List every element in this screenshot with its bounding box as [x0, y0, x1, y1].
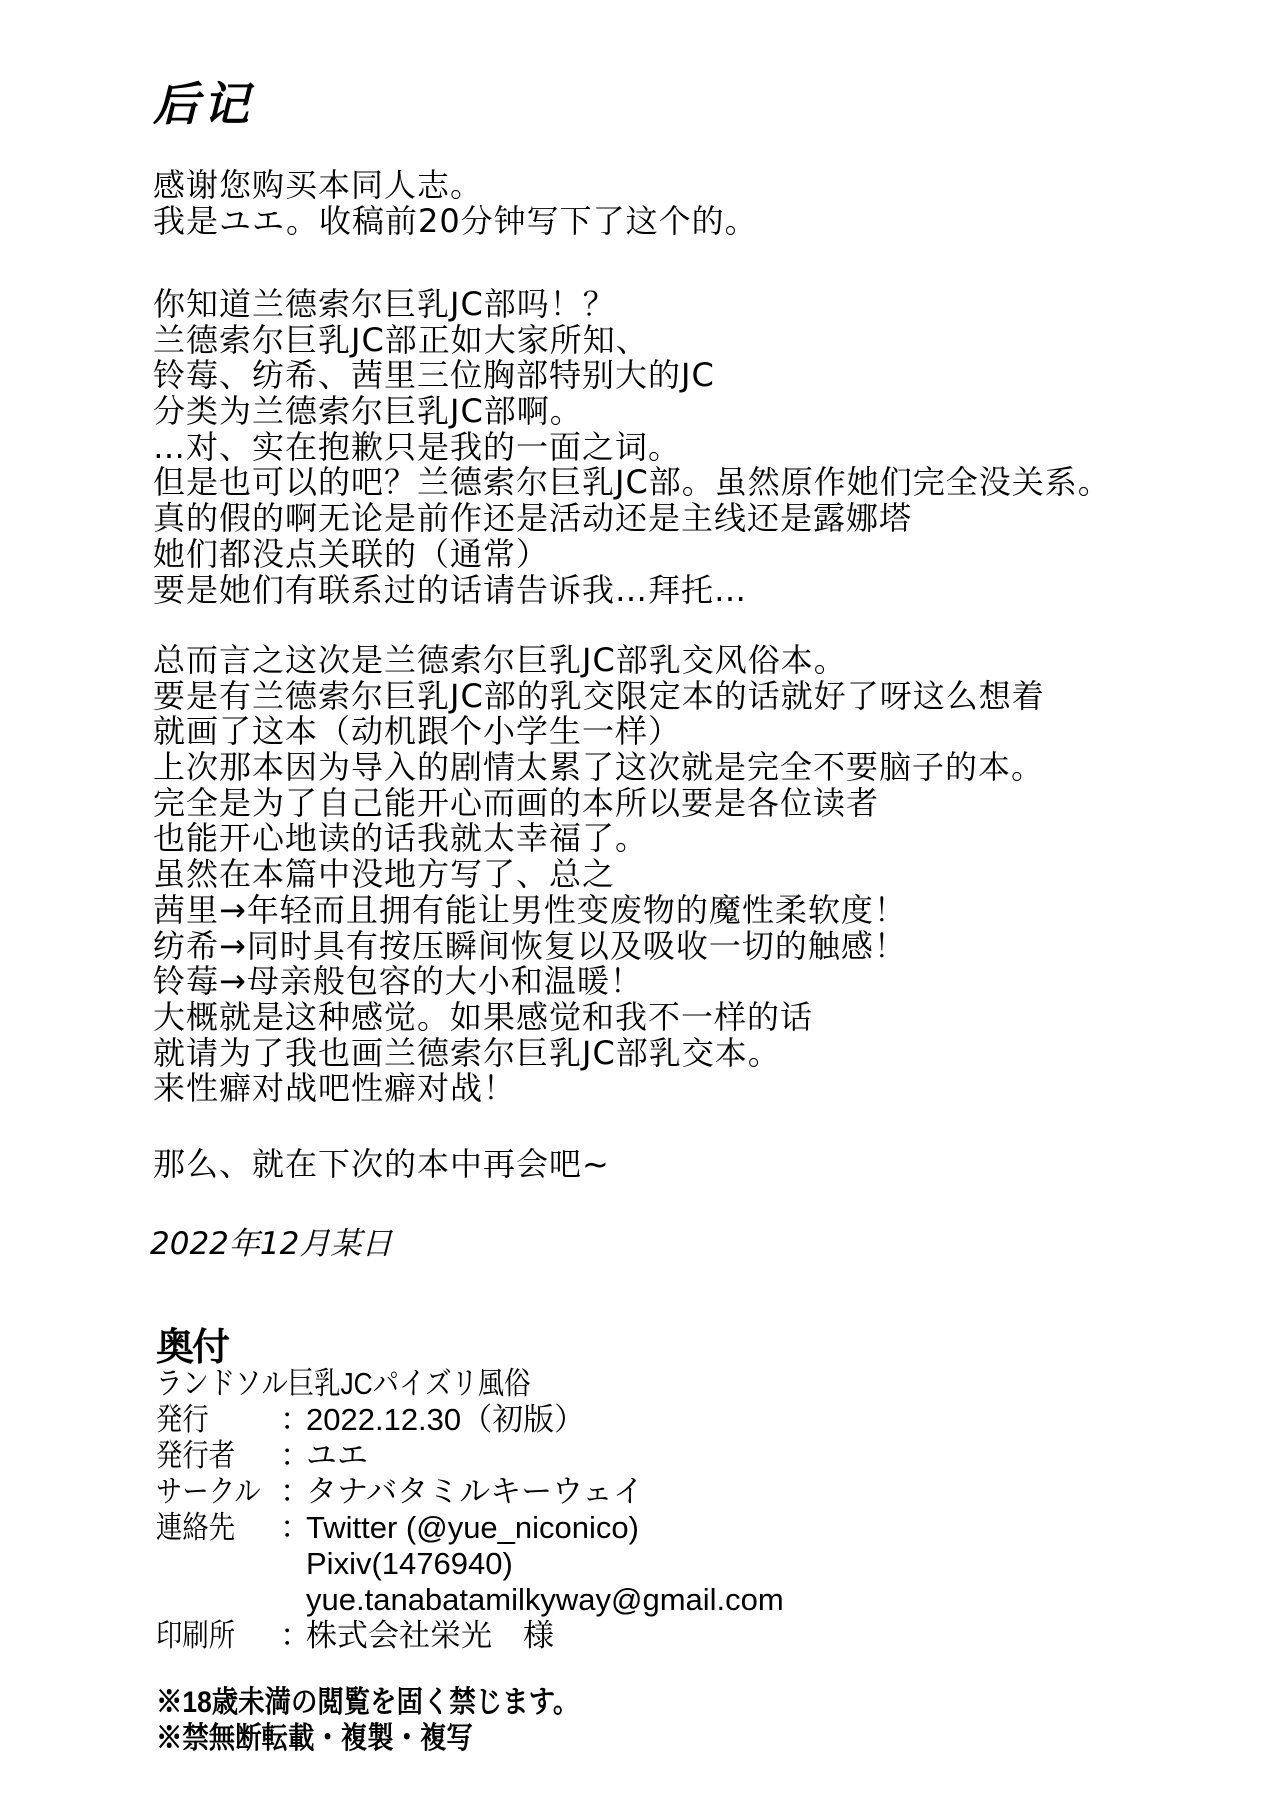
afterword-date: 2022年12月某日: [150, 1226, 393, 1262]
afterword-line: 铃莓、纺希、茜里三位胸部特别大的JC: [153, 356, 715, 395]
afterword-line: 就请为了我也画兰德索尔巨乳JC部乳交本。: [153, 1033, 781, 1072]
colophon-value: ユエ: [306, 1438, 368, 1473]
afterword-line: 我是ユエ。收稿前20分钟写下了这个的。: [153, 201, 758, 240]
colophon-label: 発行: [156, 1402, 209, 1437]
colophon-value: Twitter (@yue_niconico): [306, 1510, 639, 1545]
afterword-paragraph: [153, 1147, 610, 1183]
colophon-value: yue.tanabatamilkyway@gmail.com: [306, 1582, 784, 1617]
afterword-line: 兰德索尔巨乳JC部正如大家所知、: [153, 320, 649, 359]
afterword-line: 虽然在本篇中没地方写了、总之: [153, 855, 616, 894]
afterword-line: 感谢您购买本同人志。: [153, 166, 484, 204]
afterword-line: 来性癖对战吧性癖对战！: [153, 1069, 517, 1108]
afterword-line: 纺希→同时具有按压瞬间恢复以及吸收一切的触感！: [153, 926, 907, 965]
afterword-line: 也能开心地读的话我就太幸福了。: [153, 819, 649, 858]
afterword-line: 她们都没点关联的（通常）: [153, 534, 550, 573]
book-title: ランドソル巨乳JCパイズリ風俗: [156, 1366, 531, 1401]
afterword-line: 茜里→年轻而且拥有能让男性变废物的魔性柔软度！: [153, 890, 907, 929]
colophon-label: 発行者: [156, 1438, 236, 1473]
colophon-title: 奥付: [156, 1325, 229, 1369]
afterword-title: 后记: [153, 77, 253, 131]
afterword-line: 那么、就在下次的本中再会吧~: [153, 1145, 610, 1183]
afterword-line: 要是她们有联系过的话请告诉我…拜托…: [153, 570, 748, 609]
afterword-line: 就画了这本（动机跟个小学生一样）: [153, 712, 682, 751]
afterword-paragraph: [153, 643, 1045, 1107]
afterword-line: 完全是为了自己能开心而画的本所以要是各位读者: [153, 783, 880, 822]
colophon-separator: ：: [280, 1510, 311, 1545]
afterword-line: 真的假的啊无论是前作还是活动还是主线还是露娜塔: [153, 499, 913, 538]
afterword-paragraph: [153, 287, 1111, 608]
colophon-notes: [156, 1685, 637, 1757]
colophon-note: ※禁無断転載・複製・複写: [156, 1722, 473, 1755]
colophon-label: 印刷所: [156, 1618, 236, 1653]
colophon-value: Pixiv(1476940): [306, 1546, 513, 1581]
colophon-label: 連絡先: [156, 1510, 236, 1545]
afterword-line: 大概就是这种感觉。如果感觉和我不一样的话: [153, 997, 814, 1036]
colophon-label: サークル: [156, 1474, 261, 1509]
afterword-line: 分类为兰德索尔巨乳JC部啊。: [153, 392, 583, 431]
colophon-separator: ：: [280, 1402, 311, 1437]
colophon-note: ※18歳未満の閲覧を固く禁じます。: [156, 1686, 580, 1719]
colophon-separator: ：: [280, 1474, 311, 1509]
afterword-line: 要是有兰德索尔巨乳JC部的乳交限定本的话就好了呀这么想着: [153, 676, 1045, 715]
colophon-value: 株式会社栄光 様: [306, 1618, 554, 1653]
afterword-line: 总而言之这次是兰德索尔巨乳JC部乳交风俗本。: [153, 641, 847, 679]
afterword-line: 铃莓→母亲般包容的大小和温暖！: [153, 962, 643, 1001]
colophon-separator: ：: [280, 1618, 311, 1653]
afterword-paragraph: [153, 168, 758, 239]
colophon-value: 2022.12.30（初版）: [306, 1402, 586, 1437]
afterword-line: …对、实在抱歉只是我的一面之词。: [153, 427, 682, 466]
colophon-value: タナバタミルキーウェイ: [306, 1474, 644, 1509]
colophon-separator: ：: [280, 1438, 311, 1473]
afterword-line: 但是也可以的吧？兰德索尔巨乳JC部。虽然原作她们完全没关系。: [153, 463, 1111, 502]
afterword-line: 上次那本因为导入的剧情太累了这次就是完全不要脑子的本。: [153, 748, 1045, 787]
afterword-line: 你知道兰德索尔巨乳JC部吗！？: [153, 285, 616, 323]
